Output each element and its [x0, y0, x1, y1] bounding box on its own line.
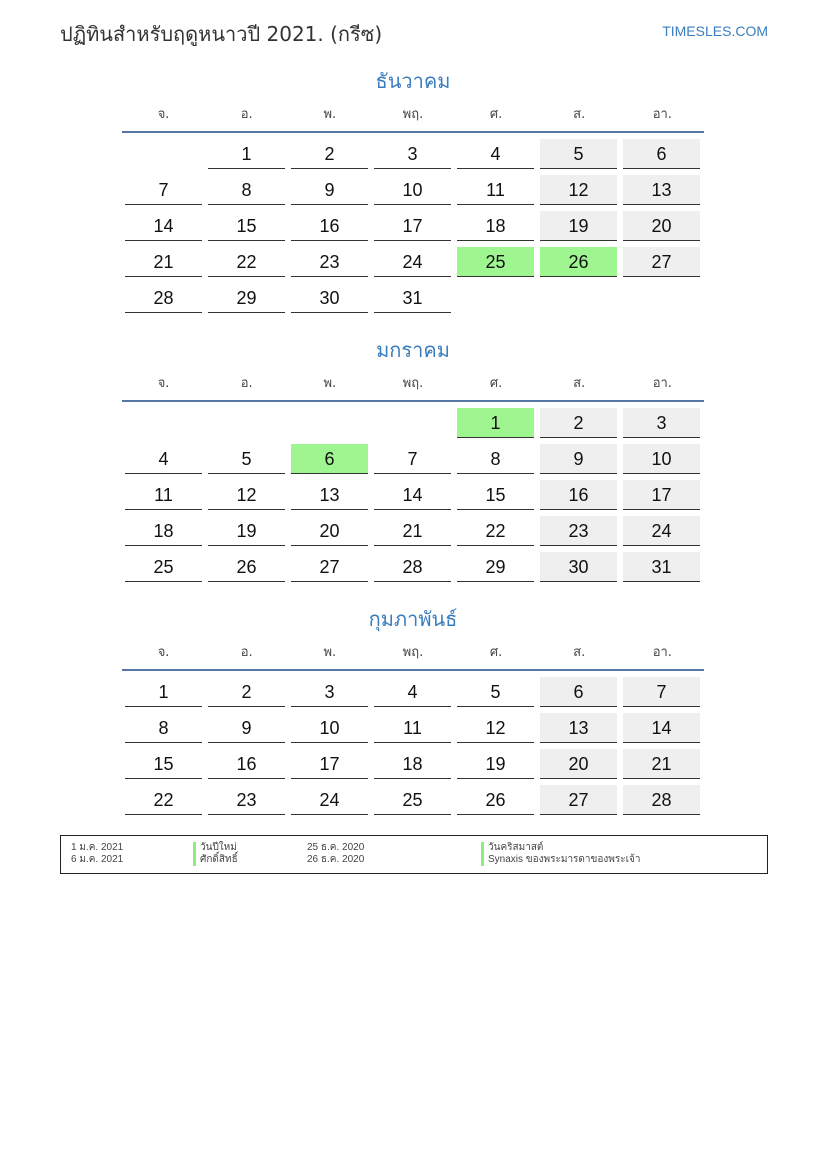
week-row — [122, 478, 704, 514]
weekday-label: อ. — [240, 375, 253, 391]
day-cell: 28 — [125, 283, 202, 313]
day-cell: 8 — [125, 713, 202, 743]
header-rule — [122, 131, 704, 133]
day-cell: 14 — [125, 211, 202, 241]
weekday-label: พ. — [323, 375, 337, 391]
weekday-label: ส. — [573, 375, 586, 391]
day-cell: 2 — [208, 677, 285, 707]
day-cell: 3 — [374, 139, 451, 169]
day-cell: 22 — [125, 785, 202, 815]
day-cell: 18 — [374, 749, 451, 779]
day-cell: 30 — [291, 283, 368, 313]
day-cell: 20 — [291, 516, 368, 546]
weekday-label: อา. — [652, 644, 672, 660]
day-cell: 3 — [623, 408, 700, 438]
week-row — [122, 783, 704, 819]
empty-day-cell — [291, 408, 368, 438]
month-block — [122, 605, 704, 819]
day-cell: 21 — [374, 516, 451, 546]
weekday-label: อา. — [652, 375, 672, 391]
legend-holiday-name: ศักดิ์สิทธิ์ — [193, 854, 238, 866]
day-cell: 17 — [374, 211, 451, 241]
empty-day-cell — [623, 283, 700, 313]
week-row — [122, 281, 704, 317]
day-cell: 31 — [374, 283, 451, 313]
legend-holiday-name: วันคริสมาสต์ — [481, 842, 543, 854]
day-cell: 3 — [291, 677, 368, 707]
empty-day-cell — [208, 408, 285, 438]
day-cell: 20 — [540, 749, 617, 779]
day-cell: 11 — [374, 713, 451, 743]
day-cell: 14 — [623, 713, 700, 743]
header-rule — [122, 669, 704, 671]
week-row — [122, 245, 704, 281]
month-name: ธันวาคม — [375, 69, 451, 93]
weekday-label: ศ. — [489, 375, 503, 391]
day-cell: 27 — [623, 247, 700, 277]
day-cell: 30 — [540, 552, 617, 582]
empty-day-cell — [540, 283, 617, 313]
week-row — [122, 406, 704, 442]
day-cell: 14 — [374, 480, 451, 510]
day-cell: 6 — [291, 444, 368, 474]
day-cell: 28 — [623, 785, 700, 815]
month-block — [122, 336, 704, 586]
day-cell: 19 — [540, 211, 617, 241]
day-cell: 18 — [457, 211, 534, 241]
day-cell: 16 — [208, 749, 285, 779]
day-cell: 9 — [540, 444, 617, 474]
day-cell: 24 — [291, 785, 368, 815]
day-cell: 11 — [125, 480, 202, 510]
day-cell: 12 — [540, 175, 617, 205]
weekday-label: พ. — [323, 106, 337, 122]
month-name: มกราคม — [376, 338, 450, 362]
day-cell: 6 — [540, 677, 617, 707]
week-row — [122, 711, 704, 747]
day-cell: 24 — [374, 247, 451, 277]
day-cell: 21 — [623, 749, 700, 779]
day-cell: 27 — [540, 785, 617, 815]
weekday-label: อ. — [240, 106, 253, 122]
day-cell: 8 — [457, 444, 534, 474]
site-link[interactable]: TIMESLES.COM — [662, 23, 768, 39]
weekday-label: อา. — [652, 106, 672, 122]
day-cell: 19 — [457, 749, 534, 779]
day-cell: 4 — [125, 444, 202, 474]
day-cell: 15 — [208, 211, 285, 241]
day-cell: 26 — [540, 247, 617, 277]
page-title: ปฏิทินสำหรับฤดูหนาวปี 2021. (กรีซ) — [60, 22, 383, 46]
day-cell: 26 — [208, 552, 285, 582]
day-cell: 12 — [208, 480, 285, 510]
day-cell: 15 — [457, 480, 534, 510]
empty-day-cell — [374, 408, 451, 438]
legend-date: 6 ม.ค. 2021 — [71, 854, 124, 865]
day-cell: 9 — [291, 175, 368, 205]
day-cell: 9 — [208, 713, 285, 743]
holiday-legend — [60, 835, 768, 874]
day-cell: 22 — [457, 516, 534, 546]
day-cell: 11 — [457, 175, 534, 205]
day-cell: 16 — [291, 211, 368, 241]
day-cell: 13 — [540, 713, 617, 743]
day-cell: 1 — [125, 677, 202, 707]
week-row — [122, 442, 704, 478]
day-cell: 10 — [374, 175, 451, 205]
day-cell: 23 — [291, 247, 368, 277]
day-cell: 1 — [457, 408, 534, 438]
week-row — [122, 747, 704, 783]
header-rule — [122, 400, 704, 402]
weekday-label: พฤ. — [402, 375, 424, 391]
day-cell: 31 — [623, 552, 700, 582]
legend-holiday-name: วันปีใหม่ — [193, 842, 237, 854]
day-cell: 18 — [125, 516, 202, 546]
legend-date: 25 ธ.ค. 2020 — [307, 842, 365, 853]
day-cell: 28 — [374, 552, 451, 582]
day-cell: 2 — [291, 139, 368, 169]
day-cell: 21 — [125, 247, 202, 277]
day-cell: 10 — [623, 444, 700, 474]
day-cell: 29 — [457, 552, 534, 582]
day-cell: 4 — [374, 677, 451, 707]
weekday-label: พฤ. — [402, 644, 424, 660]
week-row — [122, 209, 704, 245]
legend-date: 1 ม.ค. 2021 — [71, 842, 124, 853]
weekday-label: ศ. — [489, 644, 503, 660]
day-cell: 22 — [208, 247, 285, 277]
day-cell: 12 — [457, 713, 534, 743]
weekday-label: จ. — [157, 644, 170, 660]
legend-row — [61, 842, 767, 854]
day-cell: 5 — [457, 677, 534, 707]
day-cell: 25 — [457, 247, 534, 277]
weekday-label: ส. — [573, 106, 586, 122]
day-cell: 27 — [291, 552, 368, 582]
weekday-label: จ. — [157, 375, 170, 391]
day-cell: 2 — [540, 408, 617, 438]
day-cell: 15 — [125, 749, 202, 779]
weekday-label: พฤ. — [402, 106, 424, 122]
week-row — [122, 137, 704, 173]
day-cell: 26 — [457, 785, 534, 815]
week-row — [122, 675, 704, 711]
empty-day-cell — [457, 283, 534, 313]
legend-holiday-name: Synaxis ของพระมารดาของพระเจ้า — [481, 854, 641, 866]
day-cell: 25 — [374, 785, 451, 815]
weekday-label: พ. — [323, 644, 337, 660]
day-cell: 7 — [374, 444, 451, 474]
legend-row — [61, 854, 767, 866]
month-name: กุมภาพันธ์ — [368, 607, 458, 631]
weekday-header — [122, 98, 704, 128]
day-cell: 5 — [208, 444, 285, 474]
day-cell: 10 — [291, 713, 368, 743]
empty-day-cell — [125, 408, 202, 438]
day-cell: 8 — [208, 175, 285, 205]
day-cell: 23 — [540, 516, 617, 546]
day-cell: 13 — [291, 480, 368, 510]
day-cell: 23 — [208, 785, 285, 815]
day-cell: 13 — [623, 175, 700, 205]
day-cell: 1 — [208, 139, 285, 169]
day-cell: 7 — [623, 677, 700, 707]
day-cell: 5 — [540, 139, 617, 169]
weekday-label: จ. — [157, 106, 170, 122]
week-row — [122, 514, 704, 550]
weekday-header — [122, 636, 704, 666]
day-cell: 25 — [125, 552, 202, 582]
week-row — [122, 550, 704, 586]
day-cell: 17 — [623, 480, 700, 510]
day-cell: 7 — [125, 175, 202, 205]
legend-date: 26 ธ.ค. 2020 — [307, 854, 365, 865]
weekday-header — [122, 367, 704, 397]
day-cell: 29 — [208, 283, 285, 313]
weekday-label: ศ. — [489, 106, 503, 122]
weekday-label: ส. — [573, 644, 586, 660]
day-cell: 4 — [457, 139, 534, 169]
empty-day-cell — [125, 139, 202, 169]
week-row — [122, 173, 704, 209]
day-cell: 20 — [623, 211, 700, 241]
month-block — [122, 67, 704, 317]
day-cell: 19 — [208, 516, 285, 546]
day-cell: 16 — [540, 480, 617, 510]
day-cell: 24 — [623, 516, 700, 546]
weekday-label: อ. — [240, 644, 253, 660]
day-cell: 17 — [291, 749, 368, 779]
day-cell: 6 — [623, 139, 700, 169]
